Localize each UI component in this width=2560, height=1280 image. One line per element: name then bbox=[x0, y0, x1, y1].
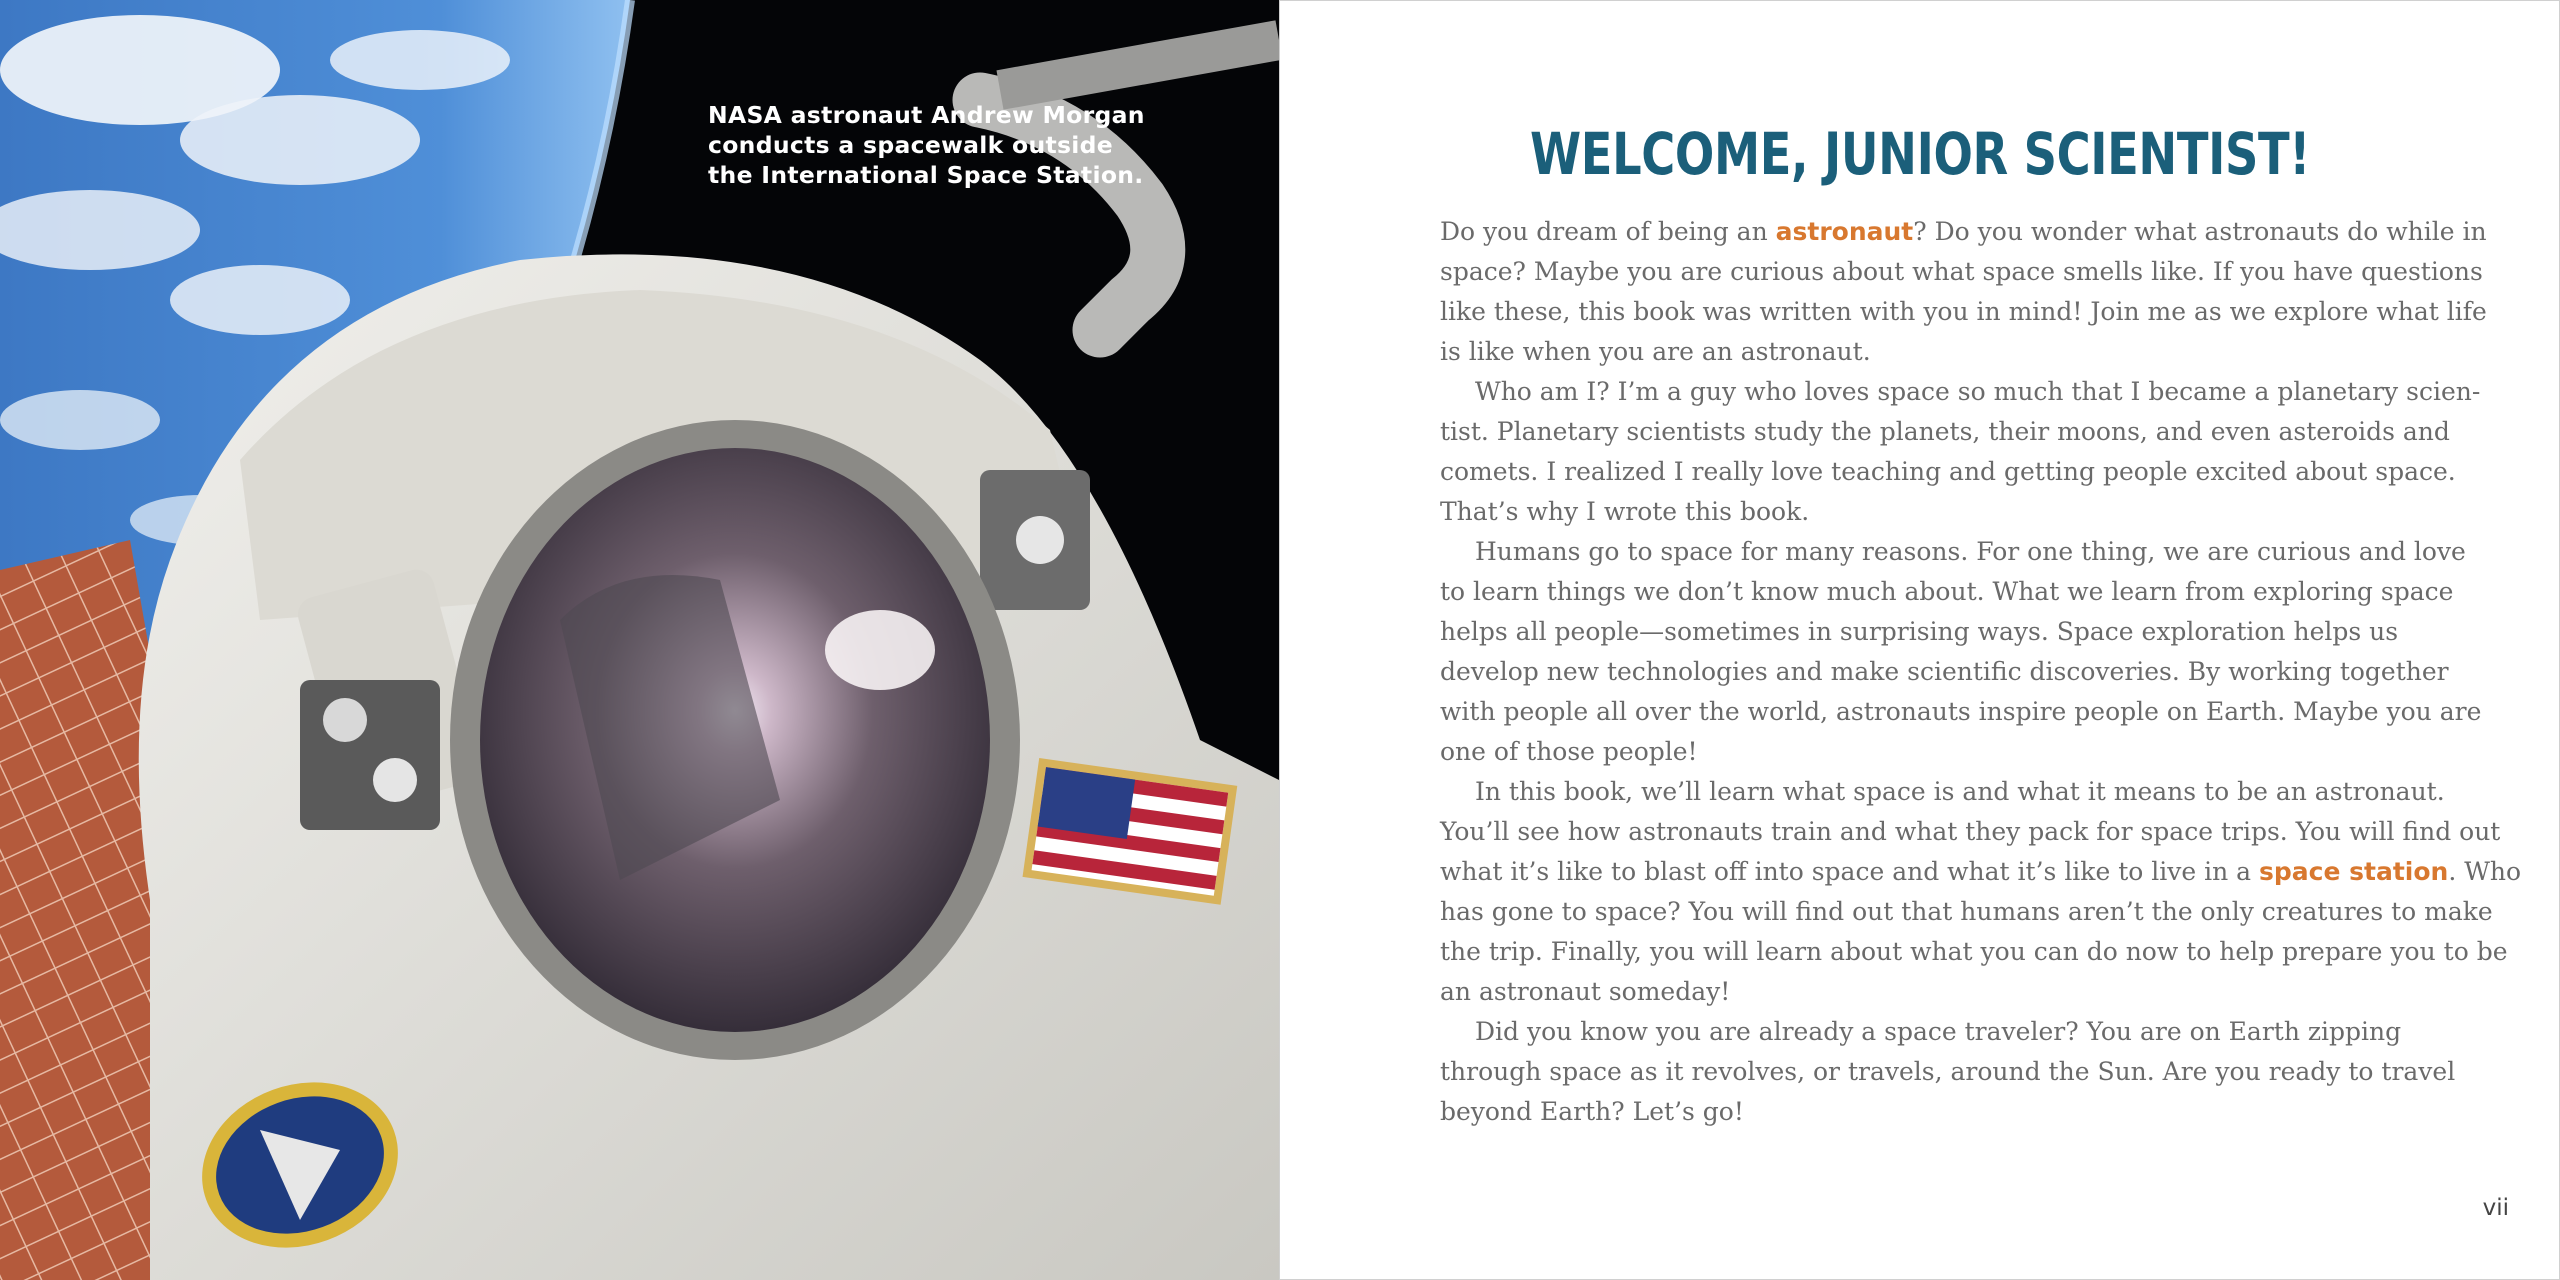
text-line: like these, this book was written with you in mind! Join me as we explore what life bbox=[1440, 297, 2487, 326]
page-number: vii bbox=[2482, 1195, 2509, 1221]
body-text bbox=[1440, 212, 2522, 1132]
photo-caption bbox=[708, 100, 1178, 190]
text-line: Humans go to space for many reasons. For one thing, we are curious and love bbox=[1475, 537, 2466, 566]
astronaut-spacewalk-photo bbox=[0, 0, 1279, 1280]
text-line: tist. Planetary scientists study the planets, their moons, and even asteroids and bbox=[1440, 417, 2450, 446]
text-line: That’s why I wrote this book. bbox=[1440, 497, 1810, 526]
text-line: develop new technologies and make scientific discoveries. By working together bbox=[1440, 657, 2449, 686]
text-line: In this book, we’ll learn what space is and what it means to be an astronaut. bbox=[1475, 777, 2445, 806]
text-line: is like when you are an astronaut. bbox=[1440, 337, 1871, 366]
astronaut-photo-page bbox=[0, 0, 1279, 1280]
glossary-term-astronaut: astronaut bbox=[1775, 217, 1914, 246]
text-line: Who am I? I’m a guy who loves space so much that I became a planetary scien- bbox=[1475, 377, 2481, 406]
caption-line: the International Space Station. bbox=[708, 161, 1144, 189]
caption-line: NASA astronaut Andrew Morgan bbox=[708, 101, 1145, 129]
text-line: helps all people—sometimes in surprising ways. Space exploration helps us bbox=[1440, 617, 2399, 646]
text-line: Did you know you are already a space traveler? You are on Earth zipping bbox=[1475, 1017, 2402, 1046]
text-line: has gone to space? You will find out that humans aren’t the only creatures to make bbox=[1440, 897, 2493, 926]
page-title: WELCOME, JUNIOR SCIENTIST! bbox=[1530, 120, 2310, 188]
welcome-text-page bbox=[1280, 0, 2560, 1280]
text-line: through space as it revolves, or travels, around the Sun. Are you ready to travel bbox=[1440, 1057, 2456, 1086]
text-line: beyond Earth? Let’s go! bbox=[1440, 1097, 1744, 1126]
text-line: Do you dream of being an astronaut? Do you wonder what astronauts do while in bbox=[1440, 217, 2487, 246]
text-line: what it’s like to blast off into space and what it’s like to live in a space station. Who bbox=[1440, 857, 2522, 886]
text-line: one of those people! bbox=[1440, 737, 1698, 766]
text-line: the trip. Finally, you will learn about what you can do now to help prepare you to be bbox=[1440, 937, 2508, 966]
text-line: to learn things we don’t know much about. What we learn from exploring space bbox=[1440, 577, 2454, 606]
helmet-light-icon bbox=[300, 680, 440, 830]
text-line: with people all over the world, astronauts inspire people on Earth. Maybe you are bbox=[1440, 697, 2482, 726]
text-line: space? Maybe you are curious about what space smells like. If you have questions bbox=[1440, 257, 2483, 286]
glossary-term-space-station: space station bbox=[2259, 857, 2449, 886]
text-line: You’ll see how astronauts train and what they pack for space trips. You will find out bbox=[1440, 817, 2501, 846]
caption-line: conducts a spacewalk outside bbox=[708, 131, 1114, 159]
text-line: an astronaut someday! bbox=[1440, 977, 1731, 1006]
text-line: comets. I realized I really love teaching and getting people excited about space. bbox=[1440, 457, 2456, 486]
